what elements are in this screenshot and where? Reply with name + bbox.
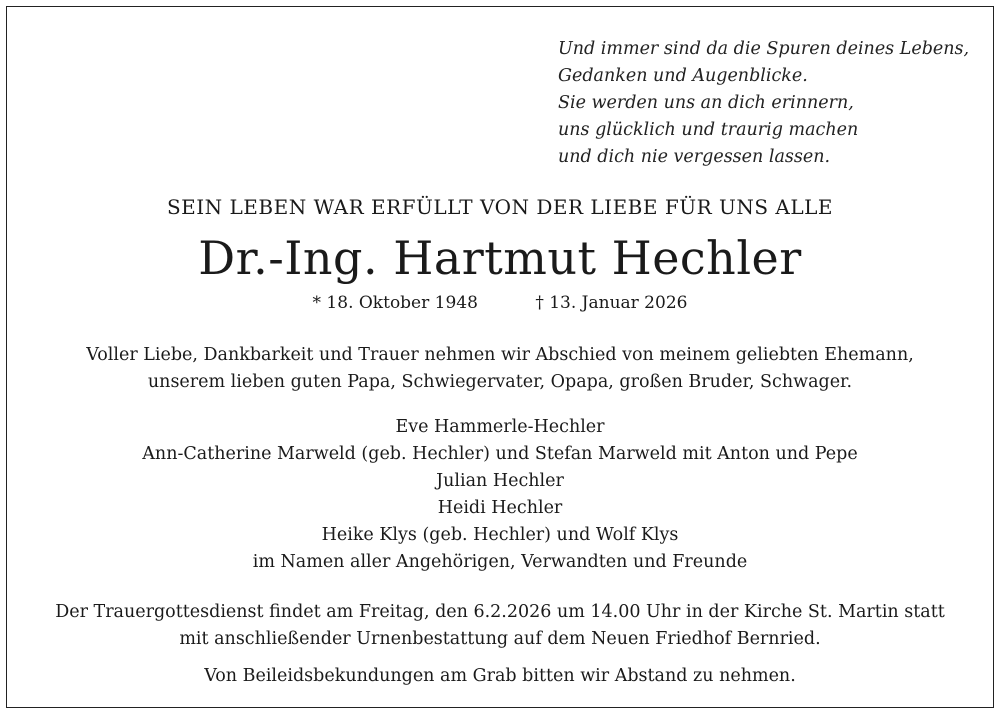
mourners-list [0, 414, 1000, 576]
mourner-line: Heidi Hechler [437, 498, 563, 518]
funeral-service-info [0, 599, 1000, 653]
mourner-line: Heike Klys (geb. Hechler) und Wolf Klys [321, 525, 679, 545]
farewell-line: unserem lieben guten Papa, Schwiegervater, Opapa, großen Bruder, Schwager. [147, 372, 853, 392]
mourner-line: im Namen aller Angehörigen, Verwandten und Freunde [252, 552, 748, 572]
service-line: Der Trauergottesdienst findet am Freitag, den 6.2.2026 um 14.00 Uhr in der Kirche St. Martin statt [55, 602, 945, 622]
poem-line: uns glücklich und traurig machen [558, 120, 859, 140]
poem-line: Und immer sind da die Spuren deines Lebens, [558, 39, 970, 59]
farewell-line: Voller Liebe, Dankbarkeit und Trauer nehmen wir Abschied von meinem geliebten Ehemann, [86, 345, 914, 365]
life-dates [0, 293, 1000, 313]
poem-line: Gedanken und Augenblicke. [558, 66, 808, 86]
mourner-line: Eve Hammerle-Hechler [395, 417, 605, 437]
deceased-name: Dr.-Ing. Hartmut Hechler [198, 231, 802, 285]
farewell-text [0, 342, 1000, 396]
birth-date: * 18. Oktober 1948 [312, 293, 478, 313]
poem-line: Sie werden uns an dich erinnern, [558, 93, 854, 113]
service-line: mit anschließender Urnenbestattung auf dem Neuen Friedhof Bernried. [179, 629, 821, 649]
request-line: Von Beileidsbekundungen am Grab bitten wir Abstand zu nehmen. [204, 666, 796, 686]
death-date: † 13. Januar 2026 [535, 293, 688, 313]
mourner-line: Ann-Catherine Marweld (geb. Hechler) und Stefan Marweld mit Anton und Pepe [142, 444, 858, 464]
motto-heading: SEIN LEBEN WAR ERFÜLLT VON DER LIEBE FÜR UNS ALLE [166, 195, 834, 219]
poem-line: und dich nie vergessen lassen. [558, 147, 831, 167]
condolence-request [0, 663, 1000, 690]
mourner-line: Julian Hechler [436, 471, 564, 491]
memorial-poem [558, 36, 978, 171]
